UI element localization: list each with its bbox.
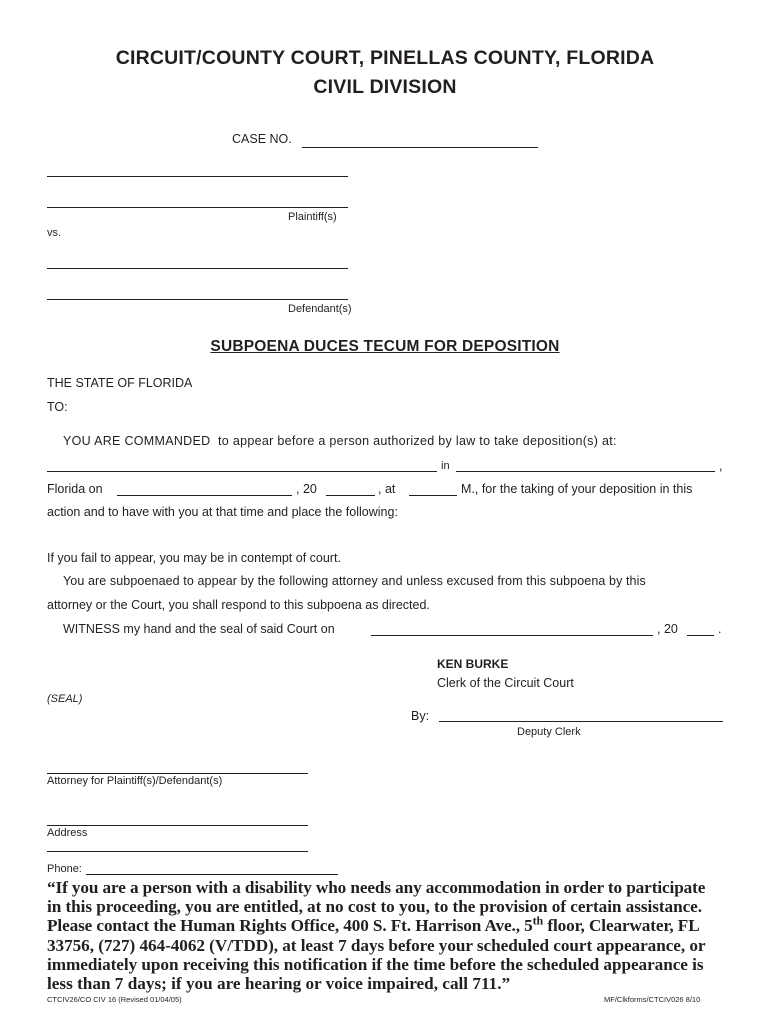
ada-line-1: “If you are a person with a disability who needs any accommodation in order to participate <box>47 878 706 897</box>
attorney-label: Attorney for Plaintiff(s)/Defendant(s) <box>47 775 223 787</box>
case-no-label: CASE NO. <box>232 132 292 146</box>
plaintiff-line-2[interactable] <box>47 207 348 208</box>
form-id-left: CTCIV26/CO CIV 16 (Revised 01/04/05) <box>47 995 182 1004</box>
deputy-clerk-label: Deputy Clerk <box>517 726 581 738</box>
ada-line-6: less than 7 days; if you are hearing or voice impaired, call 711.” <box>47 974 511 994</box>
deposition-location-field[interactable] <box>456 457 715 472</box>
phone-label: Phone: <box>47 863 82 875</box>
plaintiff-line-1[interactable] <box>47 176 348 177</box>
commanded-lead: YOU ARE COMMANDED <box>63 434 211 448</box>
witness-year-prefix: , 20 <box>657 622 678 636</box>
comma: , <box>719 459 723 473</box>
at-label: , at <box>378 482 396 496</box>
ada-line-5: immediately upon receiving this notification if the time before the scheduled appearance is <box>47 954 704 974</box>
state-line: THE STATE OF FLORIDA <box>47 376 193 390</box>
deposition-place-field[interactable] <box>47 457 437 472</box>
witness-date-field[interactable] <box>371 621 653 636</box>
witness-label: WITNESS my hand and the seal of said Court on <box>63 622 335 636</box>
ada-line-2: in this proceeding, you are entitled, at no cost to you, to the provision of certain assistance. <box>47 897 702 917</box>
ada-line-3-sup: th <box>532 913 544 928</box>
address-line-2[interactable] <box>47 851 308 852</box>
plaintiff-label: Plaintiff(s) <box>288 211 337 223</box>
commanded-rest: to appear before a person authorized by law to take deposition(s) at: <box>218 434 617 448</box>
m-for-label: M., for the taking of your deposition in this <box>461 482 693 496</box>
contempt-line: If you fail to appear, you may be in contempt of court. <box>47 551 341 565</box>
action-line: action and to have with you at that time and place the following: <box>47 505 398 519</box>
ada-line-3 <box>47 913 737 936</box>
case-no-field[interactable] <box>302 133 538 148</box>
phone-field[interactable] <box>86 874 338 875</box>
defendant-line-1[interactable] <box>47 268 348 269</box>
clerk-name: KEN BURKE <box>437 657 509 671</box>
seal-label: (SEAL) <box>47 693 83 705</box>
defendant-label: Defendant(s) <box>288 303 352 315</box>
ada-line-3b: floor, Clearwater, FL <box>543 916 700 936</box>
in-label: in <box>441 460 450 472</box>
florida-on-label: Florida on <box>47 482 103 496</box>
by-label: By: <box>411 709 430 723</box>
attorney-signature-line[interactable] <box>47 773 308 774</box>
deposition-time-field[interactable] <box>409 481 457 496</box>
court-title: CIRCUIT/COUNTY COURT, PINELLAS COUNTY, FLORIDA <box>115 47 655 69</box>
deposition-date-field[interactable] <box>117 481 292 496</box>
defendant-line-2[interactable] <box>47 299 348 300</box>
form-id-right: MF/Clkforms/CTCIV026 8/10 <box>604 995 701 1004</box>
attorney-line-2: attorney or the Court, you shall respond to this subpoena as directed. <box>47 598 430 612</box>
witness-end: . <box>718 622 722 636</box>
address-line-1[interactable] <box>47 825 308 826</box>
year-prefix-label: , 20 <box>296 482 317 496</box>
witness-year-field[interactable] <box>687 621 714 636</box>
address-label: Address <box>47 827 88 839</box>
vs-label: vs. <box>47 227 62 239</box>
division-title: CIVIL DIVISION <box>313 76 457 98</box>
ada-line-4: 33756, (727) 464-4062 (V/TDD), at least 7 days before your scheduled court appearance, or <box>47 935 706 955</box>
attorney-line-1: You are subpoenaed to appear by the following attorney and unless excused from this subpoena by this <box>63 574 646 588</box>
ada-line-3a: Please contact the Human Rights Office, 400 S. Ft. Harrison Ave., 5 <box>47 916 533 936</box>
deputy-signature-field[interactable] <box>439 707 723 722</box>
ada-notice <box>47 878 737 993</box>
clerk-title: Clerk of the Circuit Court <box>437 676 574 690</box>
subpoena-heading: SUBPOENA DUCES TECUM FOR DEPOSITION <box>210 338 560 355</box>
to-label: TO: <box>47 400 68 414</box>
commanded-text <box>63 434 617 448</box>
deposition-year-field[interactable] <box>326 481 375 496</box>
